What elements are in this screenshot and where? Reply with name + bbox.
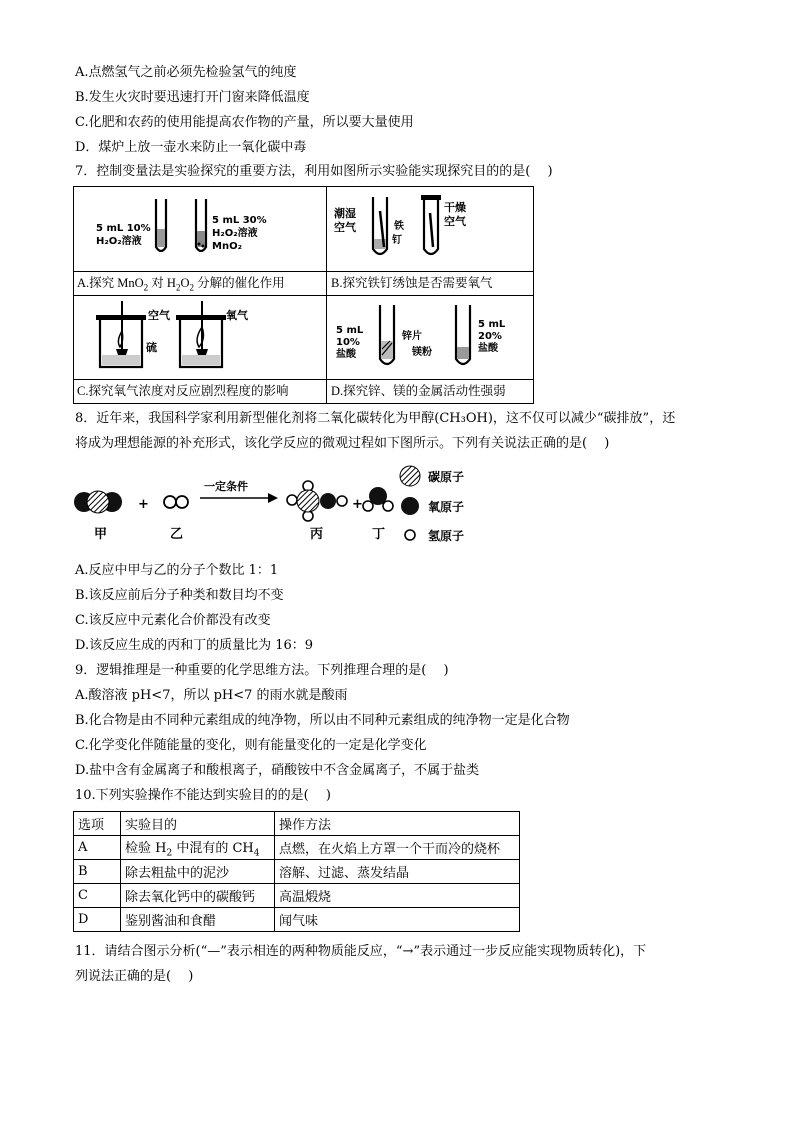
table-header-cell: 选项 bbox=[74, 812, 121, 836]
q7-caption-b: B.探究铁钉绣蚀是否需要氧气 bbox=[331, 276, 493, 290]
q10-table bbox=[73, 811, 520, 932]
q11-stem-line-2: 列说法正确的是( ) bbox=[75, 969, 194, 984]
label-text: 盐酸 bbox=[336, 349, 356, 360]
label-text: 20% bbox=[478, 331, 502, 342]
table-header-cell: 实验目的 bbox=[121, 812, 275, 836]
molecule-label-jia: 甲 bbox=[94, 527, 108, 542]
label-text: 5 mL 30% bbox=[212, 215, 267, 226]
legend-carbon: 碳原子 bbox=[428, 470, 465, 484]
label-text: 5 mL bbox=[478, 319, 506, 330]
reaction-micro-diagram bbox=[72, 460, 472, 552]
label-text: 空气 bbox=[148, 309, 170, 322]
plus-sign: + bbox=[138, 497, 149, 512]
table-header-cell: 操作方法 bbox=[275, 812, 520, 836]
table-cell-method: 高温煅烧 bbox=[275, 884, 520, 908]
iron-nail-experiment-figure bbox=[328, 189, 532, 269]
label-text: 空气 bbox=[334, 221, 356, 234]
label-text: 盐酸 bbox=[478, 343, 498, 354]
molecule-label-bing: 丙 bbox=[310, 527, 324, 542]
table-cell-purpose: 除去氧化钙中的碳酸钙 bbox=[121, 884, 275, 908]
q9-option-b: B.化合物是由不同种元素组成的纯净物，所以由不同种元素组成的纯净物一定是化合物 bbox=[75, 713, 570, 728]
q8-option-b: B.该反应前后分子种类和数目均不变 bbox=[75, 588, 284, 603]
label-text: 硫 bbox=[146, 341, 157, 354]
q7-stem: 7．控制变量法是实验探究的重要方法，利用如图所示实验能实现探究目的的是( ) bbox=[75, 164, 553, 179]
label-text: 锌片 bbox=[402, 331, 422, 342]
table-row bbox=[74, 836, 520, 860]
molecule-label-ding: 丁 bbox=[372, 527, 386, 542]
table-row bbox=[74, 884, 520, 908]
label-text: 钉 bbox=[392, 235, 402, 246]
table-cell-method: 溶解、过滤、蒸发结晶 bbox=[275, 860, 520, 884]
table-cell-purpose: 除去粗盐中的泥沙 bbox=[121, 860, 275, 884]
q7-figure-grid bbox=[73, 186, 534, 404]
table-cell-option: A bbox=[74, 836, 121, 860]
label-text: H₂O₂溶液 bbox=[212, 228, 258, 239]
label-text: 潮湿 bbox=[334, 207, 356, 220]
q6-option-d: D．煤炉上放一壶水来防止一氧化碳中毒 bbox=[75, 140, 307, 155]
plus-sign: + bbox=[352, 497, 363, 512]
q8-stem-line-2: 将成为理想能源的补充形式，该化学反应的微观过程如下图所示。下列有关说法正确的是( ) bbox=[75, 436, 610, 451]
q8-option-d: D.该反应生成的丙和丁的质量比为 16：9 bbox=[75, 638, 314, 653]
label-text: 5 mL bbox=[336, 325, 364, 336]
q6-option-b: B.发生火灾时要迅速打开门窗来降低温度 bbox=[75, 90, 310, 105]
grid-divider bbox=[74, 271, 533, 272]
sulfur-combustion-figure bbox=[76, 297, 324, 377]
q7-caption-c: C.探究氧气浓度对反应剧烈程度的影响 bbox=[77, 384, 289, 398]
table-row bbox=[74, 908, 520, 932]
label-text: H₂O₂溶液 bbox=[96, 236, 142, 247]
table-row bbox=[74, 860, 520, 884]
table-cell-option: B bbox=[74, 860, 121, 884]
table-cell-method: 点燃，在火焰上方罩一个干而冷的烧杯 bbox=[275, 836, 520, 860]
table-cell-method: 闻气味 bbox=[275, 908, 520, 932]
q8-stem-line-1: 8．近年来，我国科学家利用新型催化剂将二氧化碳转化为甲醇(CH₃OH)，这不仅可以减少“碳排放”，还 bbox=[75, 411, 676, 426]
table-cell-option: C bbox=[74, 884, 121, 908]
grid-divider bbox=[74, 379, 533, 380]
table-cell-purpose: 检验 $H_2$ 中混有的 $CH_4$ bbox=[121, 836, 275, 860]
label-text: MnO₂ bbox=[212, 241, 242, 252]
label-text: 空气 bbox=[444, 215, 466, 228]
q7-caption-d: D.探究锌、镁的金属活动性强弱 bbox=[331, 384, 506, 398]
label-text: 干燥 bbox=[444, 201, 466, 214]
q9-option-d: D.盐中含有金属离子和酸根离子，硝酸铵中不含金属离子，不属于盐类 bbox=[75, 763, 480, 778]
q7-caption-a: A.探究 MnO$_2$ 对 $H_2O_2$ 分解的催化作用 bbox=[77, 276, 285, 293]
table-cell-purpose: 鉴别酱油和食醋 bbox=[121, 908, 275, 932]
table-cell-option: D bbox=[74, 908, 121, 932]
q9-option-a: A.酸溶液 pH<7，所以 pH<7 的雨水就是酸雨 bbox=[75, 688, 348, 703]
q8-option-a: A.反应中甲与乙的分子个数比 1：1 bbox=[75, 563, 279, 578]
label-text: 氧气 bbox=[226, 309, 248, 322]
q9-option-c: C.化学变化伴随能量的变化，则有能量变化的一定是化学变化 bbox=[75, 738, 427, 753]
q6-option-c: C.化肥和农药的使用能提高农作物的产量，所以要大量使用 bbox=[75, 115, 414, 130]
legend-hydrogen: 氢原子 bbox=[428, 529, 465, 543]
label-text: 10% bbox=[336, 337, 360, 348]
metal-activity-figure bbox=[328, 297, 532, 377]
label-text: 镁粉 bbox=[412, 347, 432, 358]
q8-option-c: C.该反应中元素化合价都没有改变 bbox=[75, 613, 271, 628]
q6-option-a: A.点燃氢气之前必须先检验氢气的纯度 bbox=[75, 65, 297, 80]
q10-stem: 10.下列实验操作不能达到实验目的的是( ) bbox=[75, 788, 331, 803]
table-header-row bbox=[74, 812, 520, 836]
q9-stem: 9．逻辑推理是一种重要的化学思维方法。下列推理合理的是( ) bbox=[75, 663, 449, 678]
reaction-condition: 一定条件 bbox=[204, 480, 248, 493]
label-text: 铁 bbox=[394, 221, 404, 232]
mno2-experiment-figure bbox=[76, 189, 324, 269]
q11-stem-line-1: 11．请结合图示分析(“—”表示相连的两种物质能反应，“→”表示通过一步反应能实现物质转化)，下 bbox=[75, 944, 647, 959]
molecule-label-yi: 乙 bbox=[170, 527, 184, 542]
label-text: 5 mL 10% bbox=[96, 223, 151, 234]
legend-oxygen: 氧原子 bbox=[428, 500, 465, 514]
